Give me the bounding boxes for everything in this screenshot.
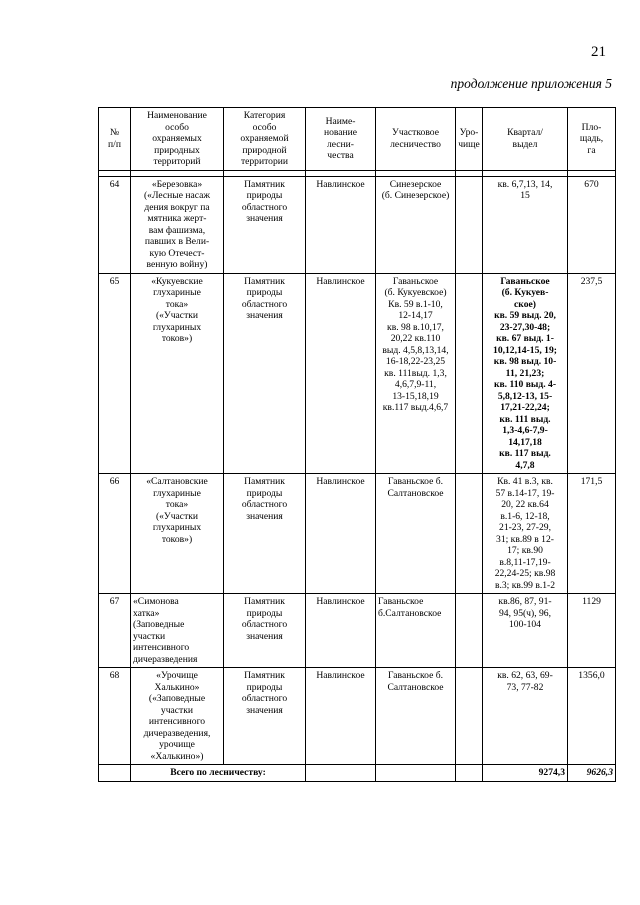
total-empty-cell [456,765,483,782]
header-category: Категория особо охраняемой природной территории [224,108,306,171]
header-area: Пло- щадь, га [568,108,616,171]
header-forestry: Наиме- нование лесни- чества [306,108,376,171]
header-quarter: Квартал/ выдел [483,108,568,171]
total-row [99,765,616,782]
cell-quarter: кв.86, 87, 91- 94, 95(ч), 96, 100-104 [483,594,568,668]
total-label: Всего по лесничеству: [131,765,306,782]
cell-district: Синезерское (б. Синезерское) [376,176,456,273]
cell-tract [456,474,483,594]
total-empty-cell [376,765,456,782]
cell-forestry: Навлинское [306,668,376,765]
cell-name: «Урочище Халькино» («Заповедные участки интенсивного дичеразведения, урочище «Халькино») [131,668,224,765]
total-num-cell [99,765,131,782]
cell-category: Памятник природы областного значения [224,273,306,474]
cell-quarter: кв. 6,7,13, 14, 15 [483,176,568,273]
page-number: 21 [591,44,606,60]
cell-forestry: Навлинское [306,176,376,273]
total-quarter-value: 9274,3 [483,765,568,782]
cell-forestry: Навлинское [306,273,376,474]
cell-district: Гаваньское (б. Кукуевское) Кв. 59 в.1-10, 12-14,17 кв. 98 в.10,17, 20,22 кв.110 выд. 4,5,8,13,14, 16-18,22-23,25 кв. 111выд. 1,3, 4,6,7,9-11, 13-15,18,19 кв.117 выд.4,6,7 [376,273,456,474]
table-row [99,668,616,765]
appendix-continuation-title: продолжение приложения 5 [450,76,612,91]
header-district: Участковое лесничество [376,108,456,171]
cell-district: Гаваньское б. Салтановское [376,474,456,594]
cell-category: Памятник природы областного значения [224,474,306,594]
cell-forestry: Навлинское [306,594,376,668]
cell-area: 171,5 [568,474,616,594]
cell-num: 66 [99,474,131,594]
cell-area: 1356,0 [568,668,616,765]
table-header-row [99,108,616,171]
cell-forestry: Навлинское [306,474,376,594]
table-row [99,474,616,594]
cell-category: Памятник природы областного значения [224,594,306,668]
cell-district: Гаваньское б.Салтановское [376,594,456,668]
header-name: Наименование особо охраняемых природных территорий [131,108,224,171]
cell-tract [456,594,483,668]
cell-area: 237,5 [568,273,616,474]
total-empty-cell [306,765,376,782]
cell-name: «Березовка» («Лесные насаж дения вокруг па мятника жерт- вам фашизма, павших в Вели- кую Отечест- венную войну) [131,176,224,273]
cell-num: 64 [99,176,131,273]
cell-district: Гаваньское б. Салтановское [376,668,456,765]
cell-quarter: Кв. 41 в.3, кв. 57 в.14-17, 19- 20, 22 кв.64 в.1-6, 12-18, 21-23, 27-29, 31; кв.89 в 12- 17; кв.90 в.8,11-17,19- 22,24-25; кв.98 в.3; кв.99 в.1-2 [483,474,568,594]
table-row [99,594,616,668]
cell-num: 68 [99,668,131,765]
cell-quarter: Гаваньское (б. Кукуев- ское) кв. 59 выд. 20, 23-27,30-48; кв. 67 выд. 1- 10,12,14-15, 19; кв. 98 выд. 10- 11, 21,23; кв. 110 выд. 4- 5,8,12-13, 15- 17,21-22,24; кв. 111 выд. 1,3-4,6-7,9- 14,17,18 кв. 117 выд. 4,7,8 [483,273,568,474]
cell-name: «Симонова хатка» (Заповедные участки интенсивного дичеразведения [131,594,224,668]
cell-name: «Кукуевские глухариные тока» («Участки глухариных токов») [131,273,224,474]
header-tract: Уро- чище [456,108,483,171]
cell-tract [456,273,483,474]
cell-category: Памятник природы областного значения [224,668,306,765]
cell-area: 670 [568,176,616,273]
table-row [99,176,616,273]
cell-num: 65 [99,273,131,474]
protected-territories-table [98,107,616,782]
total-area-value: 9626,3 [568,765,616,782]
cell-tract [456,668,483,765]
cell-quarter: кв. 62, 63, 69- 73, 77-82 [483,668,568,765]
cell-category: Памятник природы областного значения [224,176,306,273]
header-num: № п/п [99,108,131,171]
table-row [99,273,616,474]
cell-num: 67 [99,594,131,668]
cell-area: 1129 [568,594,616,668]
cell-tract [456,176,483,273]
cell-name: «Салтановские глухариные тока» («Участки глухариных токов») [131,474,224,594]
